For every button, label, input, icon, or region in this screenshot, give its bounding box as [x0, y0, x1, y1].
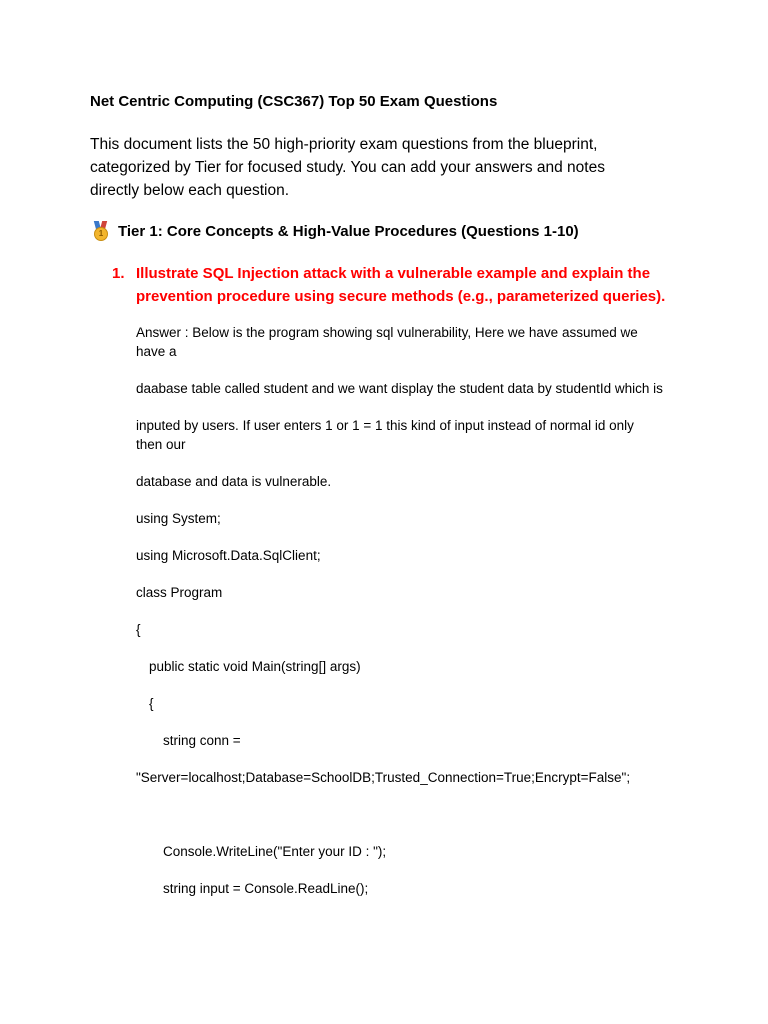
- code-line: string input = Console.ReadLine();: [163, 881, 369, 896]
- answer-line: daabase table called student and we want display the student data by studentId which is: [136, 381, 663, 396]
- code-line: string conn =: [163, 733, 241, 748]
- answer-line: then our: [136, 437, 186, 452]
- tier-1-heading: [92, 221, 579, 241]
- question-1: [112, 262, 665, 308]
- intro-line: categorized by Tier for focused study. You can add your answers and notes: [90, 159, 605, 176]
- intro-line: directly below each question.: [90, 182, 290, 199]
- code-line: "Server=localhost;Database=SchoolDB;Trusted_Connection=True;Encrypt=False";: [136, 770, 631, 785]
- document-title: Net Centric Computing (CSC367) Top 50 Exam Questions: [90, 93, 498, 110]
- answer-line: database and data is vulnerable.: [136, 474, 332, 489]
- question-line: Illustrate SQL Injection attack with a vulnerable example and explain the: [136, 265, 651, 282]
- code-line: {: [149, 696, 154, 711]
- question-line: prevention procedure using secure methods (e.g., parameterized queries).: [136, 288, 666, 305]
- answer-line: Answer : Below is the program showing sql vulnerability, Here we have assumed we: [136, 325, 638, 340]
- code-line: {: [136, 622, 141, 637]
- code-line: class Program: [136, 585, 223, 600]
- code-line: public static void Main(string[] args): [149, 659, 361, 674]
- intro-line: This document lists the 50 high-priority exam questions from the blueprint,: [90, 136, 598, 153]
- tier-heading-text: Tier 1: Core Concepts & High-Value Procedures (Questions 1-10): [118, 222, 579, 240]
- question-number: 1.: [112, 265, 125, 282]
- code-line: Console.WriteLine("Enter your ID : ");: [163, 844, 387, 859]
- question-text: [136, 262, 665, 308]
- answer-line: inputed by users. If user enters 1 or 1 = 1 this kind of input instead of normal id only: [136, 418, 634, 433]
- answer-line: have a: [136, 344, 177, 359]
- first-place-medal-icon: 1: [92, 221, 110, 241]
- code-line: using Microsoft.Data.SqlClient;: [136, 548, 321, 563]
- code-line: using System;: [136, 511, 221, 526]
- intro-paragraph: [90, 133, 690, 202]
